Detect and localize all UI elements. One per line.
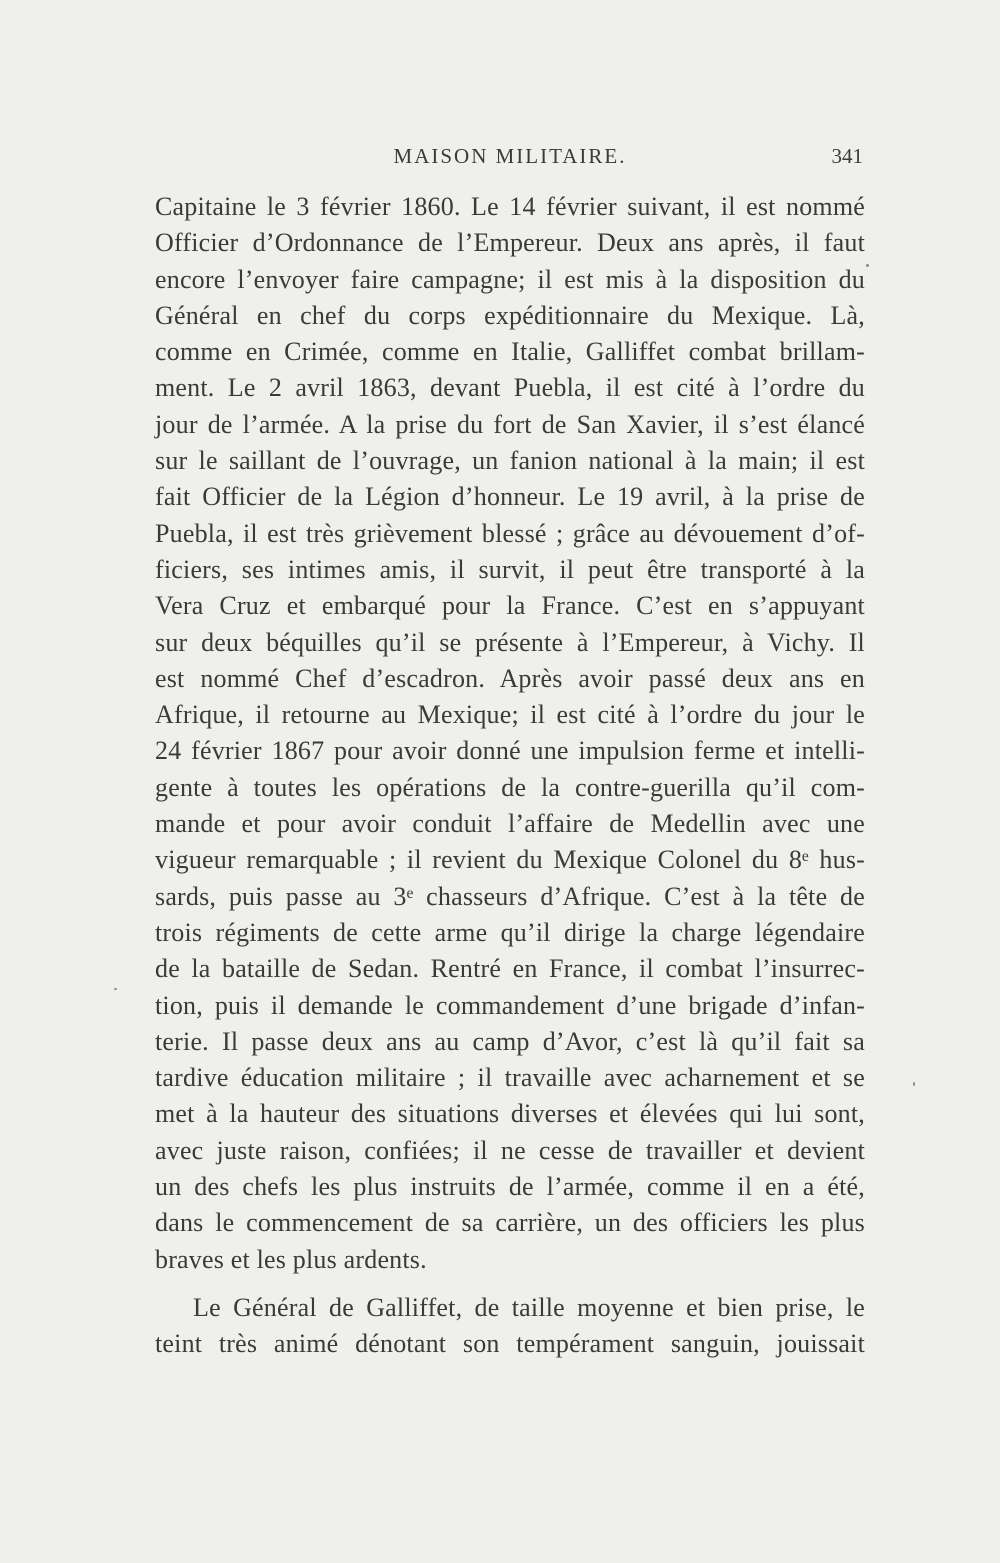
text-line: tion, puis il demande le commandement d’une brigade d’infan- (155, 990, 865, 1020)
text-line: tardive éducation militaire ; il travaille avec acharnement et se (155, 1063, 865, 1093)
text-line: fait Officier de la Légion d’honneur. Le 19 avril, à la prise de (155, 482, 865, 512)
text-line: dans le commencement de sa carrière, un des officiers les plus (155, 1208, 865, 1238)
text-line: 24 février 1867 pour avoir donné une impulsion ferme et intelli- (155, 736, 865, 766)
text-line: de la bataille de Sedan. Rentré en France, il combat l’insurrec- (155, 954, 865, 984)
text-line: terie. Il passe deux ans au camp d’Avor, c’est là qu’il fait sa (155, 1026, 865, 1056)
paragraph-1 (155, 189, 865, 1278)
text-line: met à la hauteur des situations diverses et élevées qui lui sont, (155, 1099, 865, 1129)
text-line: Puebla, il est très grièvement blessé ; grâce au dévouement d’of- (155, 518, 865, 548)
text-line: est nommé Chef d’escadron. Après avoir passé deux ans en (155, 663, 865, 693)
text-line: sards, puis passe au 3ᵉ chasseurs d’Afrique. C’est à la tête de (155, 881, 865, 911)
text-line: sur deux béquilles qu’il se présente à l’Empereur, à Vichy. Il (155, 627, 865, 657)
print-speck (913, 1082, 915, 1086)
text-line: Général en chef du corps expéditionnaire du Mexique. Là, (155, 300, 865, 330)
text-line: Vera Cruz et embarqué pour la France. C’est en s’appuyant (155, 591, 865, 621)
page-number: 341 (831, 144, 863, 168)
paragraph-2 (155, 1290, 865, 1363)
text-line: Capitaine le 3 février 1860. Le 14 février suivant, il est nommé (155, 192, 865, 221)
text-line: braves et les plus ardents. (155, 1244, 427, 1274)
text-line: Officier d’Ordonnance de l’Empereur. Deux ans après, il faut (155, 228, 865, 258)
running-title: MAISON MILITAIRE. (393, 144, 627, 168)
text-line: teint très animé dénotant son tempérament sanguin, jouissait (155, 1329, 865, 1359)
text-line: sur le saillant de l’ouvrage, un fanion national à la main; il est (155, 446, 865, 476)
paragraph-spacer (155, 1278, 865, 1290)
text-line: gente à toutes les opérations de la contre-guerilla qu’il com- (155, 772, 865, 802)
text-line: vigueur remarquable ; il revient du Mexique Colonel du 8ᵉ hus- (155, 845, 865, 875)
text-line: Afrique, il retourne au Mexique; il est cité à l’ordre du jour le (155, 700, 865, 730)
text-line: mande et pour avoir conduit l’affaire de Medellin avec une (155, 809, 865, 839)
text-line: ment. Le 2 avril 1863, devant Puebla, il est cité à l’ordre du (155, 373, 865, 403)
body-text (155, 189, 865, 1363)
text-line: encore l’envoyer faire campagne; il est mis à la disposition du (155, 264, 865, 294)
print-speck (866, 264, 869, 267)
text-line: jour de l’armée. A la prise du fort de San Xavier, il s’est élancé (155, 409, 865, 439)
running-head (155, 140, 865, 172)
print-speck (114, 988, 117, 990)
text-line: un des chefs les plus instruits de l’armée, comme il en a été, (155, 1172, 865, 1202)
text-line: trois régiments de cette arme qu’il dirige la charge légendaire (155, 917, 865, 947)
text-line: Le Général de Galliffet, de taille moyenne et bien prise, le (193, 1292, 865, 1322)
text-line: ficiers, ses intimes amis, il survit, il peut être transporté à la (155, 554, 865, 584)
text-line: comme en Crimée, comme en Italie, Galliffet combat brillam- (155, 337, 865, 367)
text-line: avec juste raison, confiées; il ne cesse de travailler et devient (155, 1135, 865, 1165)
